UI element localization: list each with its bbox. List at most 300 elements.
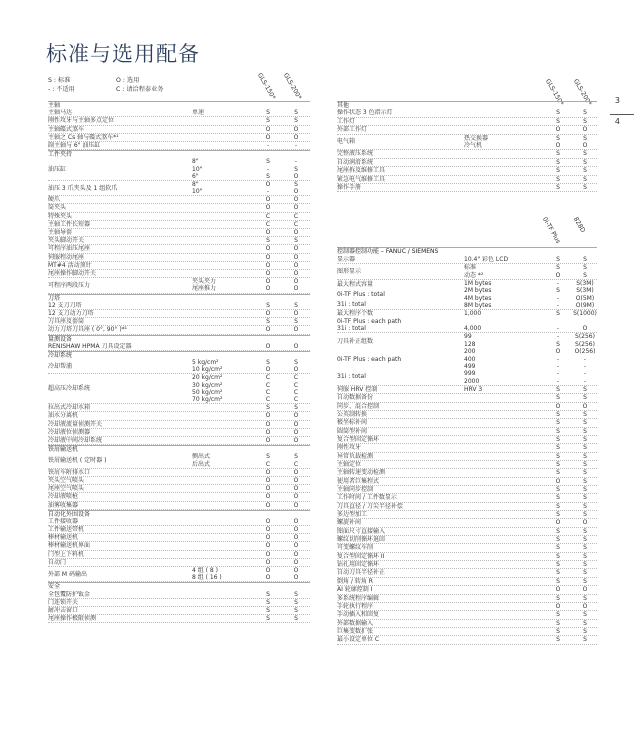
value-col2: S xyxy=(583,577,587,585)
section-header: 安全 xyxy=(48,582,310,590)
row-option: 8" xyxy=(192,180,199,188)
row-name: AI 轮廓控制 I xyxy=(337,586,373,594)
row-name: 螺旋补间 xyxy=(337,519,362,527)
row-name: 拉出式冷却水箱 xyxy=(48,404,91,412)
value-col1: O xyxy=(555,271,561,279)
page-divider xyxy=(610,114,634,115)
value-col2: O xyxy=(293,526,299,534)
value-col1: O xyxy=(265,420,271,428)
value-col1: - xyxy=(266,188,270,196)
table-row xyxy=(48,181,310,196)
value-col2: O xyxy=(293,196,299,204)
row-name: 冷却帮浦 xyxy=(48,362,73,370)
table-row xyxy=(337,403,597,411)
value-col2: S xyxy=(583,511,587,519)
row-option: 尾座推力 xyxy=(192,285,217,293)
value-col2: O xyxy=(582,325,588,333)
value-col2: O xyxy=(293,309,299,317)
row-name: 图面尺寸直接输入 xyxy=(337,527,386,535)
row-option: 99 xyxy=(464,333,472,341)
row-name: 外部数据输入 xyxy=(337,619,374,627)
section-header: 刀塔 xyxy=(48,294,310,302)
row-option: 10 kg/cm² xyxy=(192,366,223,374)
table-row xyxy=(48,245,310,253)
value-col1: O xyxy=(265,180,271,188)
table-row xyxy=(48,142,310,150)
value-col2: - xyxy=(294,141,298,149)
table-row xyxy=(337,333,597,385)
row-option: 70 kg/cm² xyxy=(192,396,223,404)
table-row xyxy=(48,237,310,245)
value-col1: S xyxy=(266,590,270,598)
value-col2: C xyxy=(293,212,299,220)
row-name: 主轴马达 xyxy=(48,109,73,117)
value-col2: C xyxy=(293,396,299,404)
row-option: 4 组 ( 8 ) xyxy=(192,567,218,575)
value-col1: O xyxy=(265,342,271,350)
row-name: 自动刀具半径补正 xyxy=(337,569,386,577)
value-col1: S xyxy=(556,452,560,460)
row-option: 动态 *² xyxy=(464,271,484,279)
value-col1: S xyxy=(556,577,560,585)
section-header: 主轴 xyxy=(48,101,310,109)
value-col2: S xyxy=(583,175,587,183)
value-col2: C xyxy=(293,374,299,382)
row-name: 外部工作灯 xyxy=(337,126,368,134)
value-col2: C xyxy=(293,381,299,389)
value-col2: - xyxy=(583,355,587,363)
row-name: 手轮执行程序 xyxy=(337,602,374,610)
value-col1: C xyxy=(265,381,271,389)
row-name: 主轴工件长短器 xyxy=(48,220,91,228)
value-col2: S xyxy=(583,619,587,627)
table-row xyxy=(48,126,310,134)
value-col2: S xyxy=(583,444,587,452)
table-row xyxy=(337,126,597,134)
row-name: 外部 M 码输出 xyxy=(48,570,87,578)
cnc-header-828d: 828D xyxy=(571,216,587,234)
value-col1: S xyxy=(266,453,270,461)
value-col2: O xyxy=(293,550,299,558)
row-name: 特殊夹头 xyxy=(48,212,73,220)
value-col1: O xyxy=(265,253,271,261)
value-col2: O xyxy=(293,125,299,133)
row-name: 主轴之 Cs 轴与碟式煞车*¹ xyxy=(48,133,119,141)
table-row xyxy=(337,511,597,519)
cnc-header-oi: 0i-TF Plus xyxy=(540,216,562,245)
row-option: 4M bytes xyxy=(464,294,492,302)
row-name: 冷却液喷枪 xyxy=(48,493,79,501)
value-col2: C xyxy=(293,220,299,228)
value-col2: S xyxy=(583,561,587,569)
value-col1: O xyxy=(265,269,271,277)
value-col2: O xyxy=(293,558,299,566)
value-col1: O xyxy=(555,602,561,610)
row-name: 尾座拆及维修工具 xyxy=(337,167,386,175)
value-col1: O xyxy=(265,196,271,204)
value-col2: S xyxy=(294,109,298,117)
value-col2: O xyxy=(293,261,299,269)
value-col2: S(256) xyxy=(575,340,595,348)
value-col1: S xyxy=(266,359,270,367)
value-col1: S xyxy=(556,150,560,158)
value-col1: C xyxy=(265,374,271,382)
value-col2: O xyxy=(293,542,299,550)
table-row xyxy=(48,254,310,262)
table-row xyxy=(48,221,310,229)
row-option: 2M bytes xyxy=(464,287,492,295)
row-name: 电气箱 xyxy=(337,138,356,146)
value-col2: O xyxy=(582,519,588,527)
row-option: 热交换器 xyxy=(464,134,489,142)
row-option: HRV 3 xyxy=(464,385,483,393)
row-name: 门连锁开关 xyxy=(48,598,79,606)
value-col2: O xyxy=(582,586,588,594)
value-col1: O xyxy=(555,586,561,594)
value-col2: O xyxy=(293,326,299,334)
value-col1: O xyxy=(265,245,271,253)
row-name: 倒角 / 转角 R xyxy=(337,577,373,585)
value-col2: C xyxy=(293,460,299,468)
row-name: 同步、混合控制 xyxy=(337,402,380,410)
value-col1: S xyxy=(556,552,560,560)
row-option: 5 kg/cm² xyxy=(192,359,219,367)
value-col2: O xyxy=(293,476,299,484)
value-col1: O xyxy=(265,366,271,374)
value-col1: O xyxy=(555,519,561,527)
value-col1: O xyxy=(265,125,271,133)
value-col1: O xyxy=(265,278,271,286)
row-name: 尾座操作脚动开关 xyxy=(48,269,97,277)
value-col2: O xyxy=(293,285,299,293)
value-col1: - xyxy=(556,355,560,363)
row-name: 最小设定单位 C xyxy=(337,636,380,644)
row-option: 400 xyxy=(464,355,476,363)
value-col2: S xyxy=(583,469,587,477)
table-row xyxy=(48,326,310,334)
row-name: 复合型固定循环 II xyxy=(337,552,385,560)
row-name: 公英制转换 xyxy=(337,410,368,418)
value-col1: O xyxy=(265,574,271,582)
value-col2: S xyxy=(294,453,298,461)
table-row xyxy=(337,167,597,175)
table-row xyxy=(337,411,597,419)
row-name: 刀具座及套筒 xyxy=(48,318,85,326)
table-row xyxy=(48,213,310,221)
value-col1: - xyxy=(556,280,560,288)
value-col2: S xyxy=(294,359,298,367)
value-col1: S xyxy=(556,569,560,577)
row-name: 最大程序个数 0i-TF Plus : each path 31i : total xyxy=(337,310,402,333)
value-col1: O xyxy=(555,402,561,410)
value-col1: S xyxy=(556,435,560,443)
value-col1: O xyxy=(265,437,271,444)
value-col1: O xyxy=(265,567,271,575)
table-row xyxy=(337,436,597,444)
table-row xyxy=(337,569,597,577)
value-col2: S(1000) xyxy=(573,310,597,318)
table-row xyxy=(337,310,597,333)
value-col2: O xyxy=(293,342,299,350)
section-header: 自动化外围设备 xyxy=(48,510,310,518)
value-col2: O xyxy=(582,402,588,410)
table-row xyxy=(337,461,597,469)
table-row xyxy=(48,477,310,485)
row-name: 可程序油压尾座 xyxy=(48,245,91,253)
row-name: 复合型固定循环 xyxy=(337,435,380,443)
value-col2: S xyxy=(294,606,298,614)
value-col2: O xyxy=(582,602,588,610)
row-name: 刚性攻牙与主轴多点定位 xyxy=(48,117,115,125)
table-row xyxy=(337,135,597,151)
value-col2: S(3M) xyxy=(576,287,594,295)
table-row xyxy=(48,204,310,212)
row-name: RENISHAW HPMA 刀具设定器 xyxy=(48,342,132,350)
value-col1: S xyxy=(266,606,270,614)
legend xyxy=(48,77,163,94)
value-col1: O xyxy=(265,309,271,317)
value-col1: O xyxy=(265,558,271,566)
value-col2: S xyxy=(294,180,298,188)
value-col2: S xyxy=(583,494,587,502)
row-option: 8M bytes xyxy=(464,302,492,310)
legend-value: C : 请洽程泰业务 xyxy=(116,85,164,93)
value-col1: S xyxy=(556,167,560,175)
row-name: 自动门 xyxy=(48,558,67,566)
value-col1: O xyxy=(265,550,271,558)
value-col2: S(256) xyxy=(575,333,595,341)
value-col2: S xyxy=(583,486,587,494)
row-option: 夹头夹力 xyxy=(192,278,217,286)
row-name: 超高压冷却系统 xyxy=(48,385,91,393)
value-col1: S xyxy=(556,158,560,166)
row-name: 夹头空气喷头 xyxy=(48,476,85,484)
row-name: 铁屑车附排水口 xyxy=(48,468,91,476)
table-row xyxy=(337,586,597,594)
value-col1: S xyxy=(556,461,560,468)
value-col2: S xyxy=(583,183,587,191)
value-col1: - xyxy=(556,377,560,385)
value-col2: S xyxy=(583,452,587,460)
legend-key: S : 标准 xyxy=(48,77,71,84)
value-col2: S xyxy=(583,536,587,544)
table-row xyxy=(337,419,597,427)
row-name: 主轴碟式煞车 xyxy=(48,125,85,133)
table-row xyxy=(48,158,310,181)
right-bottom-table xyxy=(337,256,597,645)
value-col1: S xyxy=(556,117,560,125)
value-col2: S xyxy=(583,435,587,443)
table-row xyxy=(337,536,597,544)
value-col2: S xyxy=(294,615,298,623)
row-option: 20 kg/cm² xyxy=(192,374,223,382)
value-col1: S xyxy=(556,444,560,452)
page-title: 标准与选用配备 xyxy=(46,42,200,66)
row-name: 冷却液位侦测器 xyxy=(48,428,91,436)
row-name: 伺服程动尾座 xyxy=(48,253,85,261)
table-row xyxy=(337,486,597,494)
value-col2: O xyxy=(293,253,299,261)
value-col2: S xyxy=(583,256,587,263)
value-col2: O xyxy=(293,278,299,286)
value-col1: O xyxy=(555,141,561,149)
table-row xyxy=(48,359,310,374)
value-col1: S xyxy=(556,109,560,117)
value-col1: O xyxy=(265,501,271,509)
table-row xyxy=(48,404,310,412)
row-name: 使用者巨集程式 xyxy=(337,477,380,485)
row-name: 极坐标补间 xyxy=(337,419,368,427)
table-row xyxy=(48,318,310,326)
value-col2: S xyxy=(294,590,298,598)
value-col2: O xyxy=(293,245,299,253)
table-row xyxy=(48,518,310,526)
table-row xyxy=(337,561,597,569)
row-name: 硬爪 xyxy=(48,196,61,204)
value-col2: S xyxy=(583,569,587,577)
row-option: 10" xyxy=(192,188,203,196)
cnc-section-title: 控制器控制功能 – FANUC / SIEMENS xyxy=(337,247,597,255)
value-col2: O xyxy=(293,229,299,237)
row-name: 棒材输送机界面 xyxy=(48,542,91,550)
row-name: 门型上下料机 xyxy=(48,550,85,558)
table-row xyxy=(48,615,310,623)
row-name: 异常负载检测 xyxy=(337,452,374,460)
section-header: 工件夹持 xyxy=(48,150,310,158)
value-col1: S xyxy=(266,117,270,125)
row-option: 499 xyxy=(464,362,476,370)
table-row xyxy=(48,453,310,468)
table-row xyxy=(337,386,597,394)
row-option: 2000 xyxy=(464,377,480,385)
row-option: 1M bytes xyxy=(464,280,492,288)
value-col1: O xyxy=(265,542,271,550)
left-header-gls200: GLS-200* xyxy=(281,72,303,101)
table-row xyxy=(337,503,597,511)
row-name: 多边型加工 xyxy=(337,511,368,519)
table-row xyxy=(48,229,310,237)
value-col2: S xyxy=(583,167,587,175)
value-col1: C xyxy=(265,220,271,228)
row-name: 自动润滑系统 xyxy=(337,158,374,166)
left-header-gls150: GLS-150* xyxy=(255,72,277,101)
value-col1: S xyxy=(266,404,270,412)
table-row xyxy=(337,528,597,536)
row-option: 4,000 xyxy=(464,325,482,333)
value-col1: O xyxy=(265,485,271,493)
row-option: 30 kg/cm² xyxy=(192,381,223,389)
value-col2: S xyxy=(583,385,587,393)
value-col2: O(256) xyxy=(574,348,596,356)
value-col1: S xyxy=(556,494,560,502)
row-name: 冷却液流量侦测开关 xyxy=(48,420,103,428)
table-row xyxy=(48,262,310,270)
value-col1: - xyxy=(556,325,560,333)
value-col2: S xyxy=(583,427,587,435)
row-name: 多系统程序编辑 xyxy=(337,594,380,602)
value-col1: S xyxy=(556,611,560,619)
value-col1: S xyxy=(556,527,560,535)
value-col1: S xyxy=(266,598,270,606)
table-row xyxy=(337,620,597,628)
row-name: 刀具直径 / 刀尖半径补偿 xyxy=(337,502,403,510)
value-col1: S xyxy=(266,237,270,245)
table-row xyxy=(48,526,310,534)
value-col2: O xyxy=(293,468,299,476)
row-name: 油水分离机 xyxy=(48,412,79,420)
row-option: 200 xyxy=(464,348,476,356)
value-col2: S xyxy=(294,598,298,606)
row-name: 图形显示 xyxy=(337,268,362,276)
value-col2: S xyxy=(583,502,587,510)
value-col1: O xyxy=(265,204,271,212)
value-col1: C xyxy=(265,396,271,404)
value-col1: - xyxy=(556,302,560,310)
row-option: 999 xyxy=(464,370,476,378)
row-name: 尾座操作极限侦测 xyxy=(48,615,97,623)
row-option: 冷气机 xyxy=(464,141,483,149)
table-row xyxy=(48,493,310,501)
value-col1: S xyxy=(556,469,560,477)
value-col1: O xyxy=(555,348,561,356)
value-col2: O xyxy=(293,501,299,509)
value-col1: O xyxy=(555,126,561,134)
value-col2: S xyxy=(583,636,587,644)
value-col2: S xyxy=(583,552,587,560)
section-header: 铁屑输送机 xyxy=(48,445,310,453)
row-name: 最大程式容量 0i-TF Plus : total 31i : total xyxy=(337,281,385,308)
value-col2: S xyxy=(583,394,587,402)
value-col1: - xyxy=(266,141,270,149)
value-col2: S xyxy=(294,404,298,412)
value-col2: O xyxy=(293,269,299,277)
value-col1: O xyxy=(265,534,271,542)
table-row xyxy=(337,150,597,158)
value-col1: O xyxy=(265,493,271,501)
value-col1: S xyxy=(556,536,560,544)
row-name: 铁屑输送机 ( 定时器 ) xyxy=(48,456,107,464)
value-col2: O xyxy=(582,126,588,134)
row-name: 显示器 xyxy=(337,256,356,263)
row-name: 夹头脚动开关 xyxy=(48,237,85,245)
value-col2: S xyxy=(583,611,587,619)
value-col2: S xyxy=(294,237,298,245)
table-row xyxy=(48,437,310,445)
row-option: 侧出式 xyxy=(192,453,211,461)
row-name: 可程序两段压力 xyxy=(48,281,91,289)
table-row xyxy=(337,453,597,461)
value-col2: S xyxy=(294,318,298,326)
table-row xyxy=(48,117,310,125)
value-col1: S xyxy=(556,410,560,418)
row-option: 后出式 xyxy=(192,460,211,468)
value-col1: S xyxy=(266,615,270,623)
value-col2: S xyxy=(583,594,587,602)
table-row xyxy=(48,134,310,142)
row-name: 伺服 HRV 控制 xyxy=(337,385,378,393)
value-col2: O xyxy=(293,517,299,525)
value-col1: - xyxy=(556,294,560,302)
row-option: 标准 xyxy=(464,264,477,272)
value-col2: O xyxy=(293,133,299,141)
table-row xyxy=(48,109,310,117)
row-name: 主轴同步控制 xyxy=(337,486,374,494)
value-col1: S xyxy=(266,301,270,309)
table-row xyxy=(48,302,310,310)
table-row xyxy=(337,628,597,636)
table-row xyxy=(48,559,310,567)
row-name: 12 支刀动力刀塔 xyxy=(48,309,94,317)
